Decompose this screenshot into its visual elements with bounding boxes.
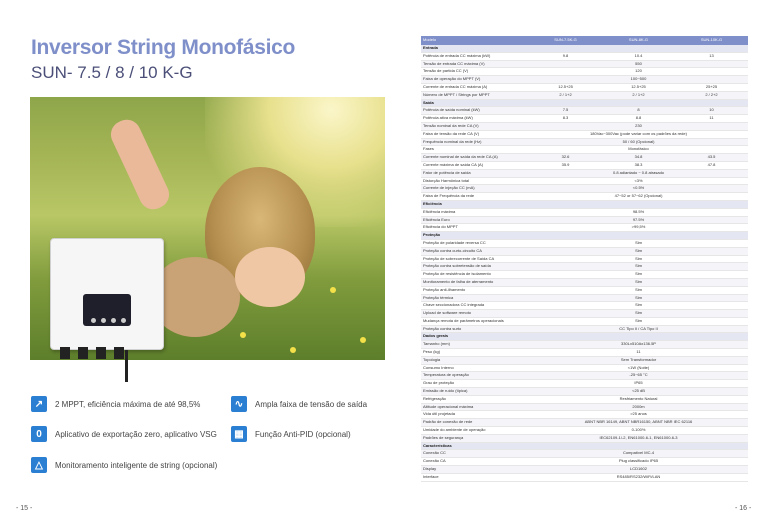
row-label: Faixa de tensão da rede CA (V) (421, 130, 529, 138)
table-row (421, 466, 748, 474)
column-header: SUN-10K-G (675, 36, 748, 45)
table-row (421, 349, 748, 357)
feature-item (31, 457, 217, 473)
raised-leg (106, 115, 173, 214)
row-value: 11 (529, 349, 748, 357)
row-label: Padrões de segurança (421, 434, 529, 442)
row-label: Refrigeração (421, 395, 529, 403)
table-row (421, 434, 748, 442)
row-label: Umidade do ambiente de operação (421, 427, 529, 435)
table-row (421, 107, 748, 115)
row-label: Conexão CA (421, 458, 529, 466)
row-label: Potência de saída nominal (kW) (421, 107, 529, 115)
table-row (421, 317, 748, 325)
row-value: <0.5% (529, 185, 748, 193)
table-row (421, 278, 748, 286)
row-value: >99,5% (529, 224, 748, 232)
row-value: 7.5 (529, 107, 602, 115)
table-section-row (421, 232, 748, 240)
row-value: 8.3 (529, 115, 602, 123)
row-label: Upload de software remoto (421, 310, 529, 318)
row-value: 47~52 or 57~62 (Opcional) (529, 193, 748, 201)
table-row (421, 419, 748, 427)
table-row (421, 130, 748, 138)
table-row (421, 450, 748, 458)
flower (330, 287, 336, 293)
inverter-display (83, 294, 131, 326)
row-value: 11 (675, 115, 748, 123)
table-row (421, 458, 748, 466)
page-subtitle: SUN- 7.5 / 8 / 10 K-G (31, 63, 193, 82)
table-row (421, 76, 748, 84)
row-label: Tensão nominal da rede CA (V) (421, 122, 529, 130)
page-number-right: - 16 - (735, 505, 752, 512)
row-label: Proteção térmica (421, 294, 529, 302)
row-label: Chave seccionadora CC integrada (421, 302, 529, 310)
section-label: Características (421, 442, 748, 450)
row-label: Corrente nominal de saída da rede CA (A) (421, 154, 529, 162)
table-row (421, 473, 748, 481)
row-value: 10.4 (602, 52, 675, 60)
row-value: Sim (529, 286, 748, 294)
row-value: Sim (529, 247, 748, 255)
row-value: >25 anos (529, 411, 748, 419)
table-row (421, 91, 748, 99)
girl-face (235, 247, 305, 307)
row-value: 8.8 (602, 115, 675, 123)
table-section-row (421, 200, 748, 208)
row-value: 34.8 (602, 154, 675, 162)
row-value: 38.3 (602, 161, 675, 169)
row-value: 2 / 2+2 (675, 91, 748, 99)
flower (290, 347, 296, 353)
row-label: Temperatura de operação (421, 372, 529, 380)
row-value: RS485/RS232/WiFi/LAN (529, 473, 748, 481)
table-row (421, 154, 748, 162)
row-label: Faixa de Frequência da rede (421, 193, 529, 201)
solar-panel-icon: ▦ (231, 426, 247, 442)
row-label: Corrente máxima de saída CA (A) (421, 161, 529, 169)
row-label: Potência ativa máxima (kW) (421, 115, 529, 123)
row-label: Interface (421, 473, 529, 481)
row-value: 43.5 (675, 154, 748, 162)
table-row (421, 247, 748, 255)
table-row (421, 388, 748, 396)
feature-item (231, 396, 367, 412)
row-label: Emissão de ruído (típica) (421, 388, 529, 396)
row-value: Plug classificado IP65 (529, 458, 748, 466)
row-label: Eficiência máxima (421, 208, 529, 216)
table-row (421, 411, 748, 419)
table-row (421, 83, 748, 91)
row-value: <1W (Noite) (529, 364, 748, 372)
row-value: IEC62109-1/-2, EN61000-6-1, EN61000-6-3 (529, 434, 748, 442)
table-section-row (421, 45, 748, 52)
table-row (421, 341, 748, 349)
table-row (421, 68, 748, 76)
row-label: Corrente de injeção CC (mA) (421, 185, 529, 193)
row-label: Topologia (421, 356, 529, 364)
table-row (421, 169, 748, 177)
row-label: Mudança remota de parâmetros operacionais (421, 317, 529, 325)
row-label: Proteção de resistência de isolamento (421, 271, 529, 279)
table-row (421, 364, 748, 372)
row-value: Sim (529, 263, 748, 271)
monitoring-icon: △ (31, 457, 47, 473)
row-label: Proteção contra surto (421, 325, 529, 333)
row-value: Resfriamento Natural (529, 395, 748, 403)
row-value: 100~500 (529, 76, 748, 84)
efficiency-chart-icon: ↗ (31, 396, 47, 412)
row-value: Monofásico (529, 146, 748, 154)
row-value: <3% (529, 177, 748, 185)
row-label: Padrão de conexão de rede (421, 419, 529, 427)
row-label: Faixa de operação do MPPT (V) (421, 76, 529, 84)
zero-export-icon: 0 (31, 426, 47, 442)
row-value: CC Tipo II / CA Tipo II (529, 325, 748, 333)
table-row (421, 372, 748, 380)
column-header: SUN-7.5K-G (529, 36, 602, 45)
row-value: 97.5% (529, 216, 748, 224)
row-label: Tensão de entrada CC máxima (V) (421, 60, 529, 68)
row-value: -25~65 °C (529, 372, 748, 380)
table-row (421, 255, 748, 263)
row-value: Sim (529, 310, 748, 318)
row-label: Fator de potência de saída (421, 169, 529, 177)
inverter-connectors (60, 346, 155, 358)
row-label: Grau de proteção (421, 380, 529, 388)
row-label: Monitoramento de falha de aterramento (421, 278, 529, 286)
row-label: Eficiência Euro (421, 216, 529, 224)
row-label: Corrente de entrada CC máxima (A) (421, 83, 529, 91)
feature-text: Função Anti-PID (opcional) (255, 429, 351, 439)
table-section-row (421, 442, 748, 450)
table-row (421, 146, 748, 154)
flower (240, 332, 246, 338)
row-label: Distorção Harmônica total (421, 177, 529, 185)
row-label: Frequência nominal da rede (Hz) (421, 138, 529, 146)
row-value: 10 (675, 107, 748, 115)
table-row (421, 122, 748, 130)
row-label: Proteção contra sobretensão de saída (421, 263, 529, 271)
row-value: 0-100% (529, 427, 748, 435)
row-value: 2 / 1+2 (529, 91, 602, 99)
table-row (421, 138, 748, 146)
column-header: Modelo (421, 36, 529, 45)
spec-table-header (421, 36, 748, 45)
row-value: 230 (529, 122, 748, 130)
row-value: 25+25 (675, 83, 748, 91)
row-value: 2000m (529, 403, 748, 411)
row-value: Sim (529, 317, 748, 325)
feature-text: Monitoramento inteligente de string (opcional) (55, 460, 218, 470)
row-value: Sim (529, 278, 748, 286)
row-value: 98.5% (529, 208, 748, 216)
table-row (421, 310, 748, 318)
table-row (421, 224, 748, 232)
row-value: 9.8 (529, 52, 602, 60)
row-value: Sim (529, 239, 748, 247)
table-row (421, 52, 748, 60)
row-value: 2 / 1+2 (602, 91, 675, 99)
row-label: Tensão de partida CC (V) (421, 68, 529, 76)
table-row (421, 208, 748, 216)
feature-item (31, 396, 200, 412)
table-row (421, 185, 748, 193)
row-value: 12.5+25 (602, 83, 675, 91)
table-row (421, 380, 748, 388)
table-row (421, 263, 748, 271)
page-title: Inversor String Monofásico (31, 36, 296, 59)
row-value: Sim (529, 294, 748, 302)
row-value: 550 (529, 60, 748, 68)
row-value: 50 / 60 (Opcional) (529, 138, 748, 146)
row-value: 120 (529, 68, 748, 76)
table-row (421, 115, 748, 123)
table-row (421, 286, 748, 294)
row-label: Altitude operacional máxima (421, 403, 529, 411)
row-label: Proteção de sobrecorrente de Saída CA (421, 255, 529, 263)
table-section-row (421, 99, 748, 107)
row-label: Proteção de polaridade reversa CC (421, 239, 529, 247)
section-label: Dados gerais (421, 333, 748, 341)
row-label: Fases (421, 146, 529, 154)
table-row (421, 239, 748, 247)
table-row (421, 325, 748, 333)
section-label: Eficiência (421, 200, 748, 208)
table-row (421, 271, 748, 279)
table-row (421, 193, 748, 201)
table-row (421, 216, 748, 224)
row-label: Eficiência do MPPT (421, 224, 529, 232)
row-value: 8 (602, 107, 675, 115)
row-value: ABNT NBR 16149, ABNT NBR16150, ABNT NBR IEC 62116 (529, 419, 748, 427)
row-label: Vida útil projetada (421, 411, 529, 419)
row-value: 35.9 (529, 161, 602, 169)
row-label: Peso (kg) (421, 349, 529, 357)
feature-item (231, 426, 351, 442)
row-value: Sim (529, 255, 748, 263)
table-row (421, 356, 748, 364)
spec-table (421, 36, 748, 482)
inverter-cable (125, 350, 128, 382)
row-value: 12.5+25 (529, 83, 602, 91)
table-row (421, 395, 748, 403)
row-value: 180Vac~300Vac (pode variar com os padrões da rede) (529, 130, 748, 138)
row-label: Conexão CC (421, 450, 529, 458)
feature-text: Aplicativo de exportação zero, aplicativo VSG (55, 429, 217, 439)
row-label: Potência de entrada CC máxima (kW) (421, 52, 529, 60)
table-row (421, 294, 748, 302)
flower (360, 337, 366, 343)
row-value: 32.6 (529, 154, 602, 162)
column-header: SUN-8K-G (602, 36, 675, 45)
row-value: Compatível MC-4 (529, 450, 748, 458)
row-value: 330Lx510Ax136.5P (529, 341, 748, 349)
page-number-left: - 15 - (16, 505, 33, 512)
feature-item (31, 426, 217, 442)
sine-wave-icon: ∿ (231, 396, 247, 412)
row-label: Display (421, 466, 529, 474)
row-value: Sim (529, 271, 748, 279)
row-value: LCD1602 (529, 466, 748, 474)
row-label: Proteção anti-ilhamento (421, 286, 529, 294)
row-label: Consumo Interno (421, 364, 529, 372)
row-value: Sim (529, 302, 748, 310)
row-value: <25 dB (529, 388, 748, 396)
feature-text: 2 MPPT, eficiência máxima de até 98,5% (55, 399, 201, 409)
section-label: Entrada (421, 45, 748, 52)
row-value: 47.8 (675, 161, 748, 169)
row-label: Tamanho (mm) (421, 341, 529, 349)
row-label: Proteção contra curto-circuito CA (421, 247, 529, 255)
row-value: 13 (675, 52, 748, 60)
table-row (421, 161, 748, 169)
section-label: Saída (421, 99, 748, 107)
feature-text: Ampla faixa de tensão de saída (255, 399, 368, 409)
table-row (421, 177, 748, 185)
row-value: 0.8 adiantado ~ 0.8 atrasado (529, 169, 748, 177)
table-row (421, 427, 748, 435)
section-label: Proteção (421, 232, 748, 240)
table-section-row (421, 333, 748, 341)
table-row (421, 403, 748, 411)
row-value: IP65 (529, 380, 748, 388)
row-value: Sem Transformador (529, 356, 748, 364)
table-row (421, 302, 748, 310)
inverter-device (50, 238, 164, 350)
table-row (421, 60, 748, 68)
row-label: Número de MPPT / Strings por MPPT (421, 91, 529, 99)
